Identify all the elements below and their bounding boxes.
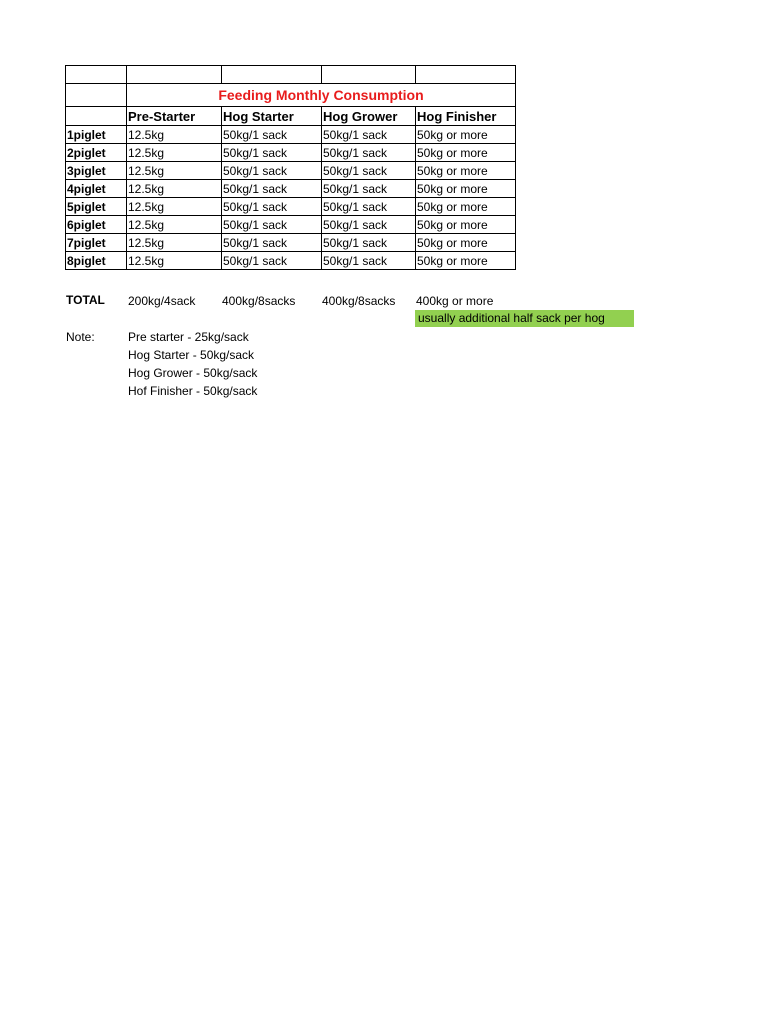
table-title[interactable]: Feeding Monthly Consumption — [127, 84, 516, 107]
table-cell[interactable]: 12.5kg — [127, 198, 222, 216]
table-row — [66, 144, 516, 162]
table-row — [66, 216, 516, 234]
table-row — [66, 234, 516, 252]
column-header[interactable] — [66, 107, 127, 126]
total-hog-finisher[interactable]: 400kg or more — [416, 294, 494, 308]
row-label[interactable]: 2piglet — [66, 144, 127, 162]
table-cell[interactable]: 50kg/1 sack — [222, 216, 322, 234]
highlight-note[interactable]: usually additional half sack per hog — [415, 310, 634, 327]
table-cell[interactable]: 50kg/1 sack — [222, 144, 322, 162]
table-cell[interactable]: 50kg/1 sack — [222, 126, 322, 144]
total-pre-starter[interactable]: 200kg/4sack — [128, 294, 196, 308]
table-cell[interactable]: 12.5kg — [127, 126, 222, 144]
table-cell[interactable]: 50kg or more — [416, 198, 516, 216]
table-cell[interactable]: 50kg or more — [416, 180, 516, 198]
table-cell[interactable]: 50kg or more — [416, 126, 516, 144]
table-cell[interactable]: 50kg/1 sack — [322, 126, 416, 144]
row-label[interactable]: 4piglet — [66, 180, 127, 198]
blank-row — [66, 66, 516, 84]
table-cell[interactable]: 12.5kg — [127, 216, 222, 234]
table-cell[interactable]: 50kg/1 sack — [322, 180, 416, 198]
table-cell[interactable]: 50kg or more — [416, 144, 516, 162]
table-cell[interactable]: 50kg/1 sack — [222, 162, 322, 180]
feeding-table — [65, 65, 516, 270]
table-cell[interactable]: 12.5kg — [127, 162, 222, 180]
note-line[interactable]: Hof Finisher - 50kg/sack — [128, 384, 258, 398]
table-cell[interactable]: 50kg or more — [416, 216, 516, 234]
table-row — [66, 180, 516, 198]
row-label[interactable]: 8piglet — [66, 252, 127, 270]
cell[interactable] — [66, 84, 127, 107]
row-label[interactable]: 7piglet — [66, 234, 127, 252]
row-label[interactable]: 6piglet — [66, 216, 127, 234]
column-header[interactable]: Hog Starter — [222, 107, 322, 126]
table-cell[interactable]: 50kg/1 sack — [222, 180, 322, 198]
row-label[interactable]: 3piglet — [66, 162, 127, 180]
table-cell[interactable]: 50kg or more — [416, 234, 516, 252]
note-line[interactable]: Hog Starter - 50kg/sack — [128, 348, 255, 362]
column-header[interactable]: Pre-Starter — [127, 107, 222, 126]
cell[interactable] — [127, 66, 222, 84]
row-label[interactable]: 5piglet — [66, 198, 127, 216]
total-label[interactable]: TOTAL — [66, 293, 105, 307]
table-cell[interactable]: 12.5kg — [127, 234, 222, 252]
total-hog-starter[interactable]: 400kg/8sacks — [222, 294, 296, 308]
table-cell[interactable]: 50kg/1 sack — [322, 198, 416, 216]
table-cell[interactable]: 50kg/1 sack — [322, 234, 416, 252]
note-label[interactable]: Note: — [66, 330, 95, 344]
table-cell[interactable]: 50kg or more — [416, 162, 516, 180]
column-header[interactable]: Hog Finisher — [416, 107, 516, 126]
table-cell[interactable]: 50kg/1 sack — [322, 162, 416, 180]
cell[interactable] — [66, 66, 127, 84]
table-row — [66, 162, 516, 180]
cell[interactable] — [416, 66, 516, 84]
note-line[interactable]: Hog Grower - 50kg/sack — [128, 366, 258, 380]
table-cell[interactable]: 50kg/1 sack — [322, 252, 416, 270]
header-row — [66, 107, 516, 126]
table-row — [66, 198, 516, 216]
table-cell[interactable]: 50kg/1 sack — [322, 216, 416, 234]
table-row — [66, 126, 516, 144]
table-cell[interactable]: 12.5kg — [127, 144, 222, 162]
table-cell[interactable]: 12.5kg — [127, 252, 222, 270]
row-label[interactable]: 1piglet — [66, 126, 127, 144]
table-cell[interactable]: 50kg/1 sack — [322, 144, 416, 162]
table-row — [66, 252, 516, 270]
table-cell[interactable]: 50kg/1 sack — [222, 252, 322, 270]
table-cell[interactable]: 50kg/1 sack — [222, 234, 322, 252]
cell[interactable] — [322, 66, 416, 84]
total-hog-grower[interactable]: 400kg/8sacks — [322, 294, 396, 308]
table-cell[interactable]: 12.5kg — [127, 180, 222, 198]
cell[interactable] — [222, 66, 322, 84]
table-cell[interactable]: 50kg or more — [416, 252, 516, 270]
title-row — [66, 84, 516, 107]
column-header[interactable]: Hog Grower — [322, 107, 416, 126]
note-line[interactable]: Pre starter - 25kg/sack — [128, 330, 249, 344]
table-cell[interactable]: 50kg/1 sack — [222, 198, 322, 216]
